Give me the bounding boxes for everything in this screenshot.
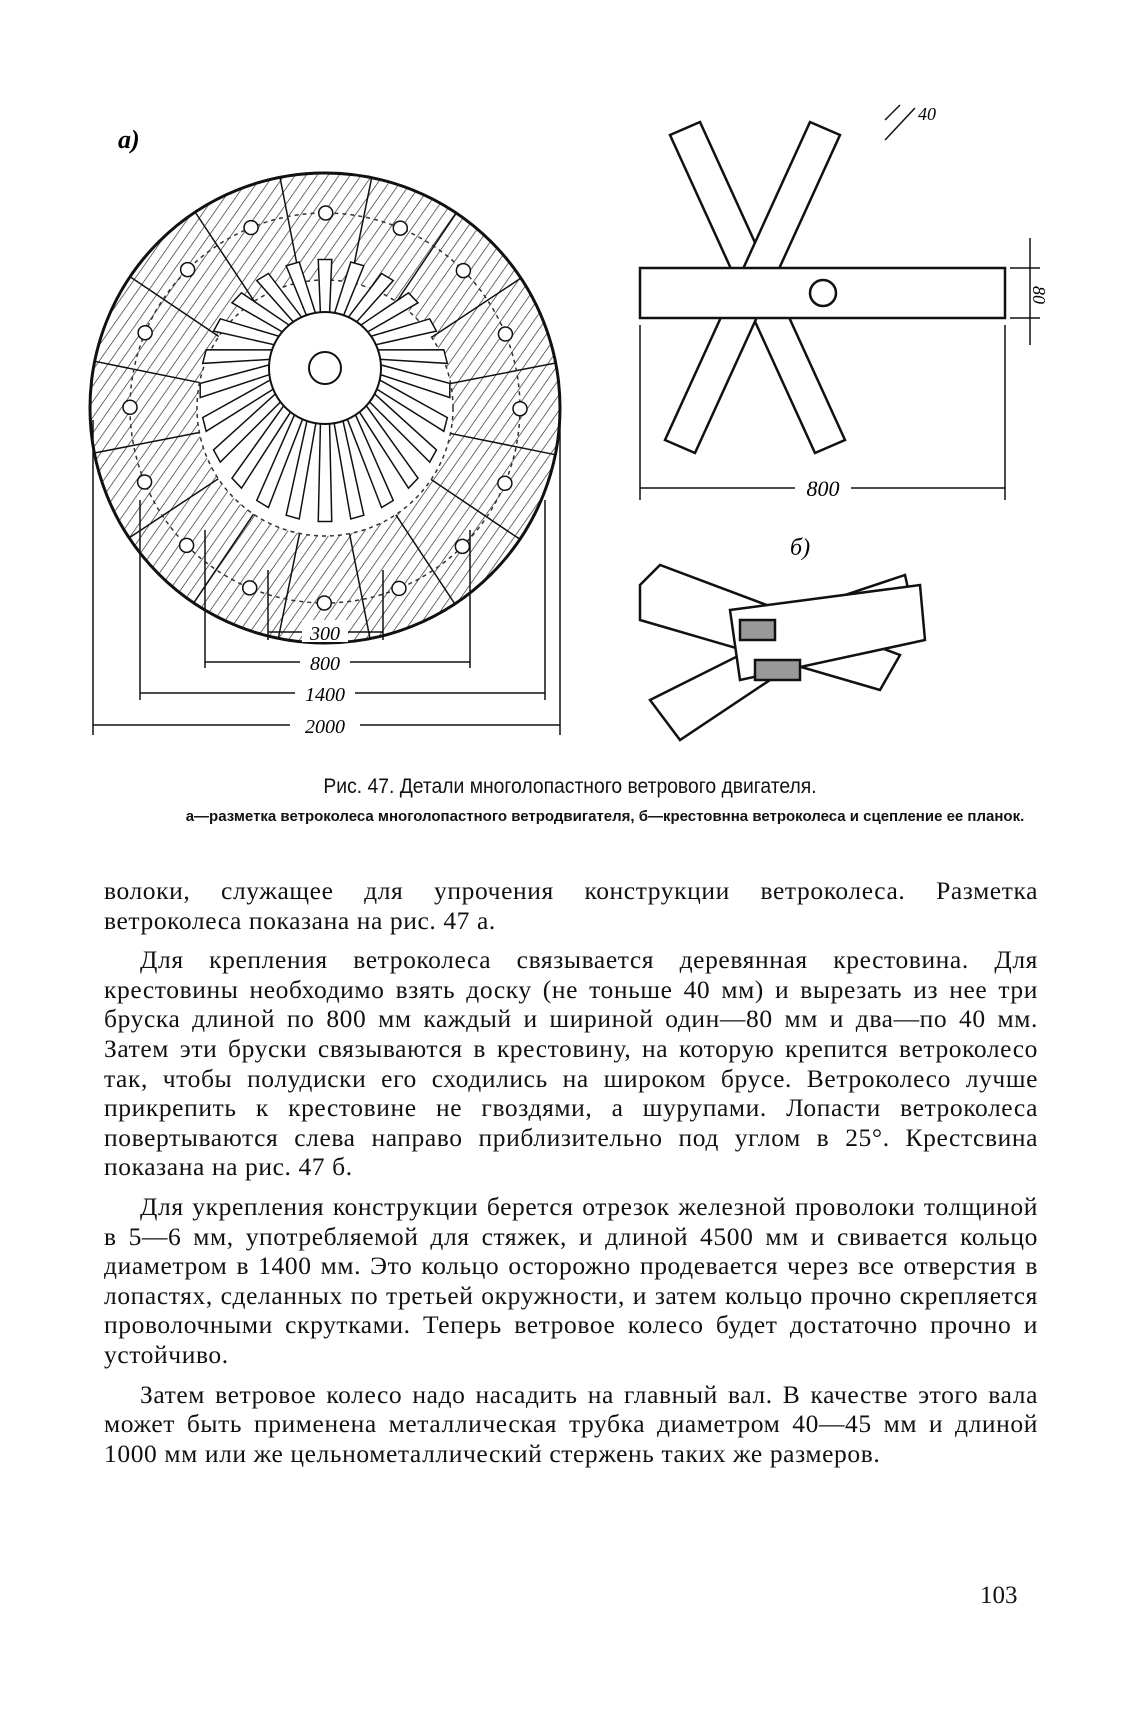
- figure-47: [0, 0, 1140, 770]
- joint-drawing: [640, 565, 925, 740]
- wire-hole: [456, 264, 470, 278]
- inner-blade: [318, 420, 331, 521]
- dim-2000: 2000: [305, 716, 345, 738]
- wire-hole: [123, 400, 137, 414]
- cross-drawing: [640, 122, 1005, 453]
- figure-caption-title: Рис. 47. Детали многолопастного ветрового двигателя.: [323, 775, 817, 798]
- dim-300: 300: [310, 623, 340, 645]
- paragraph-4: Затем ветровое колесо надо насадить на главный вал. В качестве этого вала может быть применена металлическая трубка диаметром 40—45 мм и длиной 1000 мм или же цельнометаллический стержень таких же размеров.: [104, 1379, 1038, 1468]
- wire-hole: [392, 581, 406, 595]
- body-text: [104, 876, 1038, 1468]
- wire-hole: [513, 402, 527, 416]
- wire-hole: [243, 581, 257, 595]
- dim-40: 40: [918, 104, 936, 124]
- wire-hole: [181, 263, 195, 277]
- dim-1400: 1400: [305, 684, 345, 706]
- figure-caption-subtitle: а—разметка ветроколеса многолопастного ветродвигателя, б—крестовнна ветроколеса и сцепление ее планок.: [185, 808, 1025, 825]
- wire-hole: [498, 327, 512, 341]
- label-a: а): [118, 125, 140, 154]
- wire-hole: [455, 539, 469, 553]
- wire-hole: [138, 326, 152, 340]
- wind-wheel-drawing: [90, 173, 560, 643]
- inner-blade: [318, 259, 331, 315]
- wire-hole: [138, 475, 152, 489]
- wire-hole: [498, 476, 512, 490]
- dim-800-wheel: 800: [310, 653, 340, 675]
- paragraph-2: Для крепления ветроколеса связывается деревянная крестовина. Для крестовины необходимо взять доску (не тоньше 40 мм) и вырезать из нее три бруска длиной по 800 мм каждый и шириной один—80 мм и два—по 40 мм. Затем эти бруски связываются в крестовину, на которую крепится ветроколесо так, чтобы полудиски его сходились на широком брусе. Ветроколесо лучше прикрепить к крестовине не гвоздями, а шурупами. Лопасти ветроколеса повертываются слева направо приблизительно под углом в 25°. Крестсвина показана на рис. 47 б.: [104, 945, 1038, 1182]
- wire-hole: [317, 596, 331, 610]
- wire-hole: [319, 206, 333, 220]
- dim-80: 80: [1029, 286, 1049, 304]
- dim-800-cross: 800: [806, 476, 840, 501]
- paragraph-1: волоки, служащее для упрочения конструкции ветроколеса. Разметка ветроколеса показана на рис. 47 а.: [104, 876, 1038, 935]
- label-b: б): [790, 535, 811, 561]
- wire-hole: [180, 538, 194, 552]
- paragraph-3: Для укрепления конструкции берется отрезок железной проволоки толщиной в 5—6 мм, употребляемой для стяжек, и длиной 4500 мм и свивается кольцо диаметром в 1400 мм. Это кольцо осторожно продевается через все отверстия в лопастях, сделанных по третьей окружности, и затем кольцо прочно скрепляется проволочными скрутками. Теперь ветровое колесо будет достаточно прочно и устойчиво.: [104, 1191, 1038, 1369]
- wire-hole: [393, 221, 407, 235]
- page-number: 103: [980, 1582, 1018, 1609]
- wire-hole: [244, 221, 258, 235]
